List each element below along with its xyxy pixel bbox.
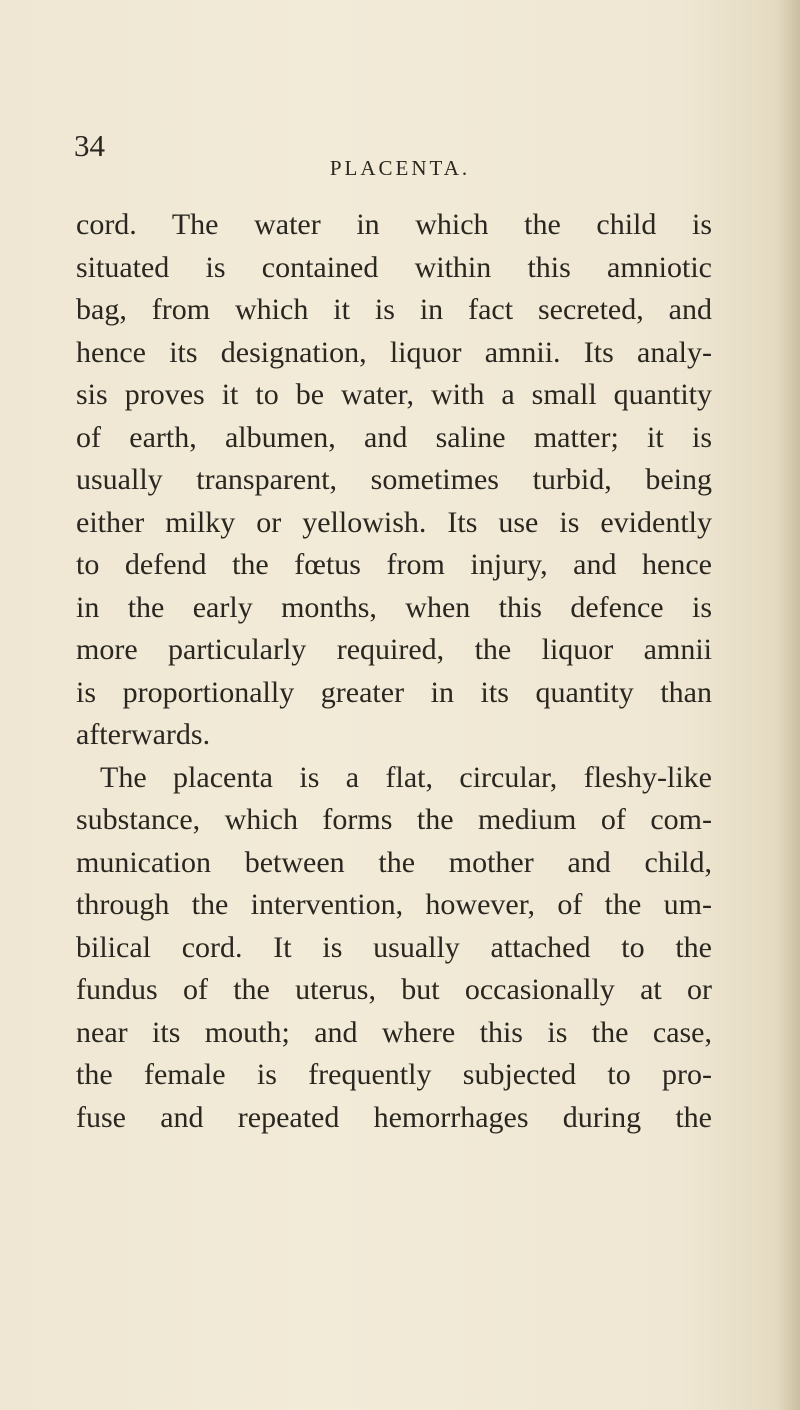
text-line: the female is frequently subjected to pro- [76, 1058, 712, 1091]
text-line: situated is contained within this amniotic [76, 250, 712, 284]
body-text [76, 204, 712, 1139]
text-line: hence its designation, liquor amnii. Its analy- [76, 335, 712, 369]
running-head: PLACENTA. [329, 156, 471, 180]
text-line: fundus of the uterus, but occasionally at or [76, 973, 712, 1006]
page-number: 34 [74, 128, 105, 163]
text-line: substance, which forms the medium of com- [76, 803, 712, 836]
text-line: sis proves it to be water, with a small quantity [76, 378, 712, 411]
text-line: is proportionally greater in its quantity than [76, 675, 712, 709]
text-line: bag, from which it is in fact secreted, and [76, 293, 712, 326]
text-line: in the early months, when this defence is [76, 590, 712, 624]
text-line: munication between the mother and child, [76, 845, 712, 879]
text-line: fuse and repeated hemorrhages during the [76, 1100, 712, 1134]
text-line: The placenta is a flat, circular, fleshy-like [100, 760, 712, 794]
text-line: cord. The water in which the child is [76, 208, 712, 241]
text-line: to defend the fœtus from injury, and hence [76, 548, 712, 581]
text-line: usually transparent, sometimes turbid, being [76, 463, 712, 496]
text-line: through the intervention, however, of the um- [76, 888, 712, 921]
text-line: near its mouth; and where this is the case, [76, 1015, 712, 1049]
text-line: more particularly required, the liquor amnii [76, 633, 712, 666]
text-line: either milky or yellowish. Its use is evidently [76, 505, 712, 539]
page-edge-shadow [778, 0, 800, 1410]
text-line: afterwards. [76, 718, 211, 751]
text-line: of earth, albumen, and saline matter; it is [76, 420, 712, 454]
text-line: bilical cord. It is usually attached to the [76, 930, 712, 964]
